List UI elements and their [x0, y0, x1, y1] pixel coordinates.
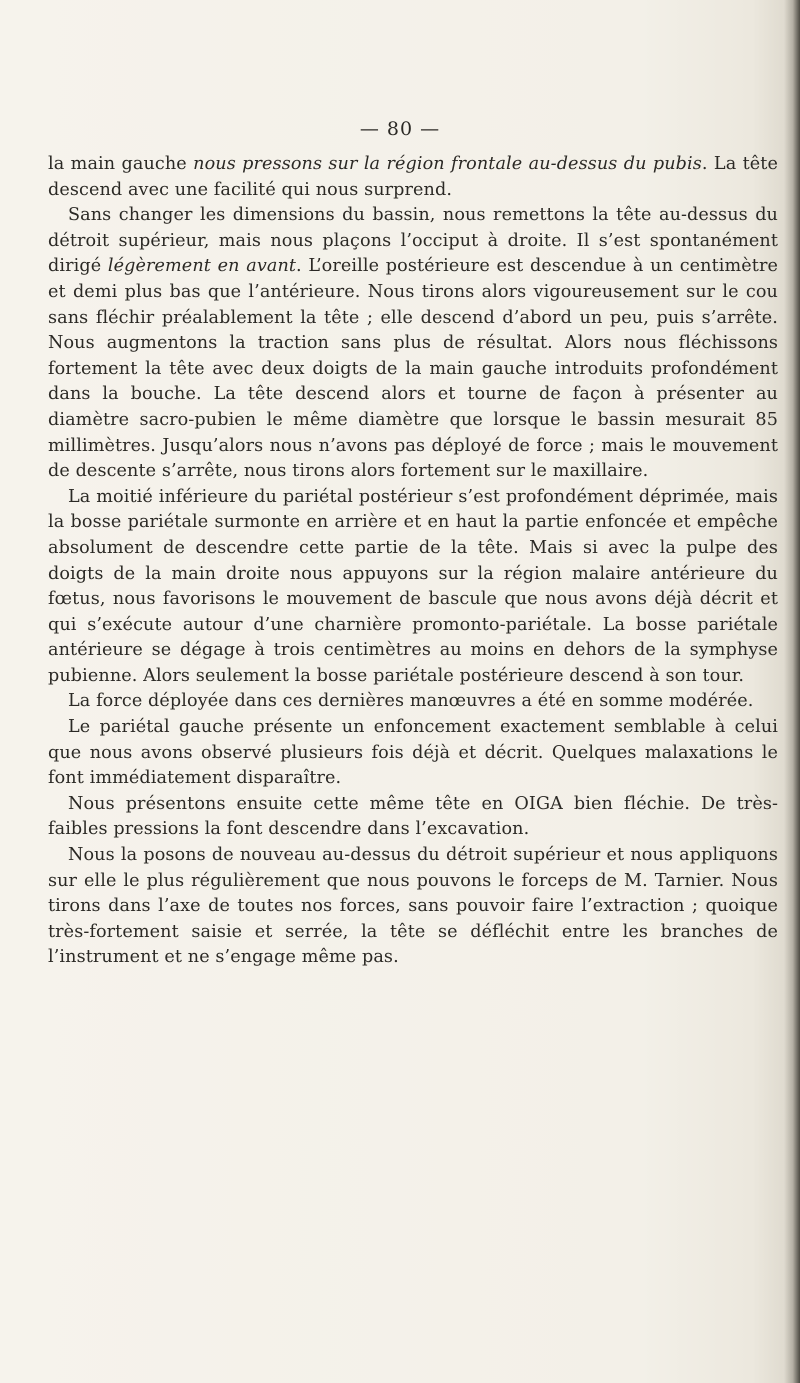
page-number: — 80 — — [359, 118, 441, 140]
text-segment: la main gauche — [48, 154, 194, 174]
paragraph-5 — [48, 715, 778, 792]
paragraph-7 — [48, 843, 778, 971]
text-segment: Nous la posons de nouveau au-dessus du détroit supérieur et nous appliquons sur elle le plus régulièrement que nous pouvons le forceps de M. Tarnier. Nous tirons dans l’axe de toutes nos forces, sans pouvoir faire l’extraction ; quoique très-fortement saisie et serrée, la tête se défléchit entre les branches de l’instrument et ne s’engage même pas. — [48, 845, 778, 968]
paragraph-6 — [48, 792, 778, 843]
italic-segment: nous pressons sur la région frontale au-dessus du pubis — [193, 154, 702, 174]
text-segment: . La tête descend avec une facilité qui nous surprend. — [48, 154, 778, 200]
text-segment: Nous présentons ensuite cette même tête en OIGA bien fléchie. De très-faibles pressions la font descendre dans l’excavation. — [48, 793, 778, 840]
text-segment: La moitié inférieure du pariétal postérieur s’est profondément déprimée, mais la bosse pariétale surmonte en arrière et en haut la partie enfoncée et empêche absolument de descendre cette partie de la tête. Mais si avec la pulpe des doigts de la main droite nous appuyons sur la région malaire antérieure du fœtus, nous favorisons le mouvement de bascule que nous avons déjà décrit et qui s’exécute autour d’une charnière promonto-pariétale. La bosse pariétale antérieure se dégage à trois centimètres au moins en dehors de la symphyse pubienne. Alors seulement la bosse pariétale postérieure descend à son tour. — [48, 486, 778, 686]
page-edge-shadow — [784, 0, 800, 1383]
paragraph-3 — [48, 485, 778, 690]
paragraph-1 — [48, 152, 778, 203]
text-segment: Sans changer les dimensions du bassin, nous remettons la tête au-dessus du détroit supérieur, mais nous plaçons l’occiput à droite. Il s’est spontanément dirigé — [48, 205, 778, 277]
text-segment: Le pariétal gauche présente un enfoncement exactement semblable à celui que nous avons observé plusieurs fois déjà et décrit. Quelques malaxations le font immédiatement disparaître. — [48, 717, 778, 789]
paragraph-4 — [48, 689, 778, 715]
body-text — [48, 152, 778, 971]
text-segment: La force déployée dans ces dernières manœuvres a été en somme modérée. — [68, 691, 754, 712]
text-segment: . L’oreille postérieure est descendue à un centimètre et demi plus bas que l’antérieure. Nous tirons alors vigoureusement sur le cou sans fléchir préalablement la tête ; elle descend d’abord un peu, puis s’arrête. Nous augmentons la traction sans plus de résultat. Alors nous fléchissons fortement la tête avec deux doigts de la main gauche introduits profondément dans la bouche. La tête descend alors et tourne de façon à présenter au diamètre sacro-pubien le même diamètre que lorsque le bassin mesurait 85 millimètres. Jusqu’alors nous n’avons pas déployé de force ; mais le mouvement de descente s’arrête, nous tirons alors fortement sur le maxillaire. — [48, 256, 778, 482]
paragraph-2 — [48, 203, 778, 485]
italic-segment: légèrement en avant — [107, 256, 297, 277]
